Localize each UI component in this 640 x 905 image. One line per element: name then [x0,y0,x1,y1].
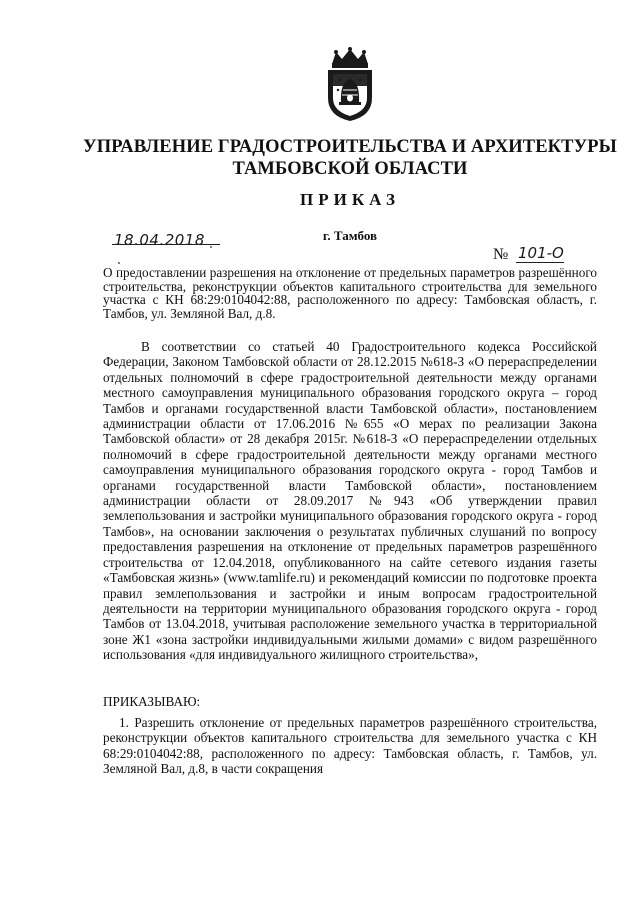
scan-speck [210,246,212,248]
number-underline [516,262,564,263]
agency-name-line2: ТАМБОВСКОЙ ОБЛАСТИ [232,159,468,179]
tambov-coat-of-arms-icon [322,46,378,122]
handwritten-date: 18.04.2018 [114,231,205,249]
order-preamble: В соответствии со статьей 40 Градостроительного кодекса Российской Федерации, Законом Тамбовской области от 28.12.2015 №618-З «О перераспределении отдельных полномочий в сфере градостроительной деятельности между органами местного самоуправления муниципального образования городского округа – город Тамбов и органами государственной власти Тамбовской области», постановлением администрации области от 17.06.2016 №655 «О мерах по реализации Закона Тамбовской области» от 28 декабря 2015г. №618-З «О перераспределении отдельных полномочий в сфере градостроительной деятельности между органами местного самоуправления муниципального образования городского округа - город Тамбов и органами государственной власти Тамбовской области», постановлением администрации области от 28.09.2017 №943 «Об утверждении правил землепользования и застройки муниципального образования городского округа - город Тамбов», на основании заключения о результатах публичных слушаний по вопросу предоставления разрешения на отклонение от предельных параметров разрешённого строительства от 12.04.2018, опубликованного на сайте сетевого издания газеты «Тамбовская жизнь» (www.tamlife.ru) и рекомендаций комиссии по подготовке проекта правил землепользования и застройки и иным вопросам градостроительной деятельности на территории муниципального образования городского округа - город Тамбов от 13.04.2018, учитывая расположение земельного участка в территориальной зоне Ж1 «зона застройки индивидуальными жилыми домами» с видом разрешённого использования «для индивидуального жилищного строительства», [103,339,597,663]
city-label: г. Тамбов [322,228,378,243]
order-directive-word: ПРИКАЗЫВАЮ: [103,694,201,709]
agency-name [60,136,640,180]
agency-name-line1: УПРАВЛЕНИЕ ГРАДОСТРОИТЕЛЬСТВА И АРХИТЕКТУРЫ [83,137,617,157]
handwritten-number: 101-О [518,244,564,262]
order-subject: О предоставлении разрешения на отклонение от предельных параметров разрешённого строительства, реконструкции объектов капитального строительства для земельного участка с КН 68:29:0104042:88, расположенного по адресу: Тамбовская область, г. Тамбов, ул. Земляной Вал, д.8. [103,265,597,321]
number-sign: № [493,246,509,263]
document-type-title: ПРИКАЗ [300,190,400,209]
order-item-1: 1. Разрешить отклонение от предельных параметров разрешённого строительства, реконструкции объектов капитального строительства для земельного участка с КН 68:29:0104042:88, расположенного по адресу: Тамбовская область, г. Тамбов, ул. Земляной Вал, д.8, в части сокращения [103,715,597,777]
scan-speck [118,262,120,264]
date-underline [112,244,220,245]
